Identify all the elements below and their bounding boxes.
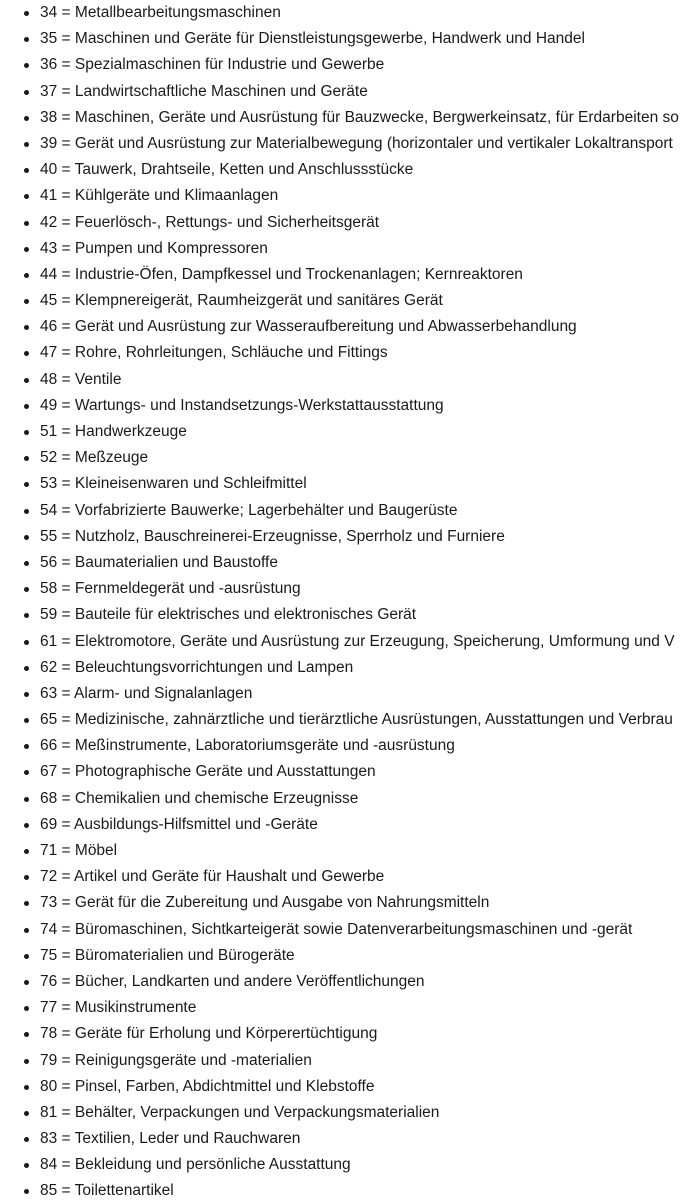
bullet-icon	[24, 509, 29, 514]
bullet-icon	[24, 928, 29, 933]
list-item	[0, 79, 682, 105]
list-item	[0, 393, 682, 419]
bullet-icon	[24, 1163, 29, 1168]
list-item-text: 35 = Maschinen und Geräte für Dienstleistungsgewerbe, Handwerk und Handel	[40, 30, 585, 48]
bullet-icon	[24, 980, 29, 985]
bullet-icon	[24, 849, 29, 854]
list-item	[0, 733, 682, 759]
list-item	[0, 602, 682, 628]
list-item-text: 77 = Musikinstrumente	[40, 999, 197, 1017]
list-item	[0, 340, 682, 366]
list-item	[0, 471, 682, 497]
bullet-icon	[24, 378, 29, 383]
list-item-text: 81 = Behälter, Verpackungen und Verpackungsmaterialien	[40, 1103, 440, 1121]
list-item	[0, 576, 682, 602]
list-item-text: 42 = Feuerlösch-, Rettungs- und Sicherheitsgerät	[40, 213, 380, 231]
list-item	[0, 655, 682, 681]
list-item	[0, 995, 682, 1021]
list-item-text: 67 = Photographische Geräte und Ausstattungen	[40, 763, 376, 781]
bullet-icon	[24, 273, 29, 278]
list-item-text: 52 = Meßzeuge	[40, 449, 149, 467]
bullet-icon	[24, 666, 29, 671]
list-item-text: 79 = Reinigungsgeräte und -materialien	[40, 1051, 312, 1069]
list-item-text: 34 = Metallbearbeitungsmaschinen	[40, 4, 281, 21]
list-item	[0, 419, 682, 445]
list-item	[0, 786, 682, 812]
bullet-icon	[24, 1111, 29, 1116]
list-item-text: 36 = Spezialmaschinen für Industrie und Gewerbe	[40, 56, 385, 74]
bullet-icon	[24, 1059, 29, 1064]
list-item	[0, 26, 682, 52]
bullet-icon	[24, 718, 29, 723]
list-item	[0, 629, 682, 655]
list-item-text: 85 = Toilettenartikel	[40, 1182, 174, 1200]
list-item	[0, 681, 682, 707]
list-item-text: 47 = Rohre, Rohrleitungen, Schläuche und Fittings	[40, 344, 388, 362]
list-item-text: 62 = Beleuchtungsvorrichtungen und Lampen	[40, 658, 354, 676]
bullet-icon	[24, 954, 29, 959]
bullet-icon	[24, 456, 29, 461]
bullet-icon	[24, 116, 29, 121]
list-item-text: 45 = Klempnereigerät, Raumheizgerät und sanitäres Gerät	[40, 292, 443, 310]
list-item	[0, 52, 682, 78]
list-item	[0, 1152, 682, 1178]
list-item-text: 51 = Handwerkzeuge	[40, 423, 187, 440]
list-item	[0, 1126, 682, 1152]
list-item	[0, 236, 682, 262]
list-item	[0, 707, 682, 733]
list-item-text: 63 = Alarm- und Signalanlagen	[40, 684, 253, 702]
bullet-icon	[24, 1006, 29, 1011]
list-item-text: 61 = Elektromotore, Geräte und Ausrüstung zur Erzeugung, Speicherung, Umformung und V	[40, 632, 675, 650]
bullet-icon	[24, 823, 29, 828]
bullet-icon	[24, 1032, 29, 1037]
list-item-text: 84 = Bekleidung und persönliche Ausstattung	[40, 1156, 351, 1174]
list-item	[0, 288, 682, 314]
list-item-text: 37 = Landwirtschaftliche Maschinen und Geräte	[40, 82, 368, 100]
list-item-text: 46 = Gerät und Ausrüstung zur Wasseraufbereitung und Abwasserbehandlung	[40, 318, 577, 336]
bullet-icon	[24, 351, 29, 356]
list-item-text: 55 = Nutzholz, Bauschreinerei-Erzeugnisse, Sperrholz und Furniere	[40, 527, 505, 545]
list-item	[0, 917, 682, 943]
list-item-text: 41 = Kühlgeräte und Klimaanlagen	[40, 187, 279, 205]
bullet-icon	[24, 168, 29, 173]
bullet-icon	[24, 587, 29, 592]
list-item-text: 72 = Artikel und Geräte für Haushalt und Gewerbe	[40, 868, 385, 886]
bullet-icon	[24, 797, 29, 802]
list-item-text: 44 = Industrie-Öfen, Dampfkessel und Trockenanlagen; Kernreaktoren	[40, 265, 523, 283]
list-item	[0, 445, 682, 471]
bullet-icon	[24, 744, 29, 749]
bullet-icon	[24, 1085, 29, 1090]
list-item-text: 76 = Bücher, Landkarten und andere Veröffentlichungen	[40, 972, 425, 990]
list-item-text: 48 = Ventile	[40, 370, 122, 388]
list-item-text: 69 = Ausbildungs-Hilfsmittel und -Geräte	[40, 815, 318, 833]
bullet-icon	[24, 299, 29, 304]
list-item	[0, 969, 682, 995]
list-item-text: 56 = Baumaterialien und Baustoffe	[40, 553, 278, 571]
list-item-text: 53 = Kleineisenwaren und Schleifmittel	[40, 475, 307, 493]
bullet-icon	[24, 247, 29, 252]
list-item-text: 75 = Büromaterialien und Bürogeräte	[40, 946, 295, 964]
list-item-text: 38 = Maschinen, Geräte und Ausrüstung für Bauzwecke, Bergwerkeinsatz, für Erdarbeiten so	[40, 108, 679, 126]
bullet-icon	[24, 194, 29, 199]
bullet-icon	[24, 221, 29, 226]
bullet-icon	[24, 535, 29, 540]
list-item-text: 43 = Pumpen und Kompressoren	[40, 239, 268, 257]
bullet-icon	[24, 430, 29, 435]
list-item	[0, 838, 682, 864]
list-item	[0, 105, 682, 131]
list-item-text: 39 = Gerät und Ausrüstung zur Materialbewegung (horizontaler und vertikaler Lokaltransport	[40, 134, 673, 152]
bullet-icon	[24, 404, 29, 409]
list-item-text: 59 = Bauteile für elektrisches und elektronisches Gerät	[40, 606, 417, 624]
bullet-icon	[24, 142, 29, 147]
list-item	[0, 943, 682, 969]
bullet-icon	[24, 561, 29, 566]
bullet-icon	[24, 770, 29, 775]
bullet-icon	[24, 640, 29, 645]
list-item	[0, 131, 682, 157]
list-item-text: 65 = Medizinische, zahnärztliche und tierärztliche Ausrüstungen, Ausstattungen und Verbrau	[40, 711, 673, 729]
list-item	[0, 1100, 682, 1126]
list-item	[0, 1074, 682, 1100]
list-item	[0, 1048, 682, 1074]
bullet-icon	[24, 1137, 29, 1142]
list-item-text: 54 = Vorfabrizierte Bauwerke; Lagerbehälter und Baugerüste	[40, 501, 458, 519]
bullet-icon	[24, 613, 29, 618]
bullet-icon	[24, 875, 29, 880]
bullet-icon	[24, 1189, 29, 1194]
list-item	[0, 314, 682, 340]
bullet-icon	[24, 63, 29, 68]
list-item-text: 71 = Möbel	[40, 842, 118, 859]
list-item-text: 83 = Textilien, Leder und Rauchwaren	[40, 1130, 301, 1148]
list-item-text: 49 = Wartungs- und Instandsetzungs-Werkstattausstattung	[40, 396, 444, 414]
list-item	[0, 157, 682, 183]
list-item-text: 74 = Büromaschinen, Sichtkarteigerät sowie Datenverarbeitungsmaschinen und -gerät	[40, 920, 633, 938]
list-item-text: 73 = Gerät für die Zubereitung und Ausgabe von Nahrungsmitteln	[40, 894, 490, 912]
list-item	[0, 1178, 682, 1200]
bullet-icon	[24, 90, 29, 95]
list-item-text: 80 = Pinsel, Farben, Abdichtmittel und Klebstoffe	[40, 1077, 375, 1095]
list-item	[0, 0, 682, 26]
list-item	[0, 1021, 682, 1047]
list-item	[0, 812, 682, 838]
bullet-icon	[24, 11, 29, 16]
list-item-text: 66 = Meßinstrumente, Laboratoriumsgeräte und -ausrüstung	[40, 737, 455, 755]
bullet-icon	[24, 482, 29, 487]
list-item-text: 68 = Chemikalien und chemische Erzeugnisse	[40, 789, 359, 807]
bullet-icon	[24, 37, 29, 42]
bullet-icon	[24, 692, 29, 697]
list-item	[0, 759, 682, 785]
list-item	[0, 183, 682, 209]
list-item	[0, 498, 682, 524]
list-item	[0, 367, 682, 393]
bullet-icon	[24, 325, 29, 330]
list-item	[0, 864, 682, 890]
list-item-text: 78 = Geräte für Erholung und Körperertüchtigung	[40, 1025, 378, 1043]
list-item	[0, 550, 682, 576]
bullet-icon	[24, 901, 29, 906]
list-item-text: 58 = Fernmeldegerät und -ausrüstung	[40, 580, 301, 598]
list-item	[0, 890, 682, 916]
list-item	[0, 262, 682, 288]
list-item	[0, 524, 682, 550]
list-item	[0, 210, 682, 236]
list-item-text: 40 = Tauwerk, Drahtseile, Ketten und Anschlussstücke	[40, 161, 414, 179]
